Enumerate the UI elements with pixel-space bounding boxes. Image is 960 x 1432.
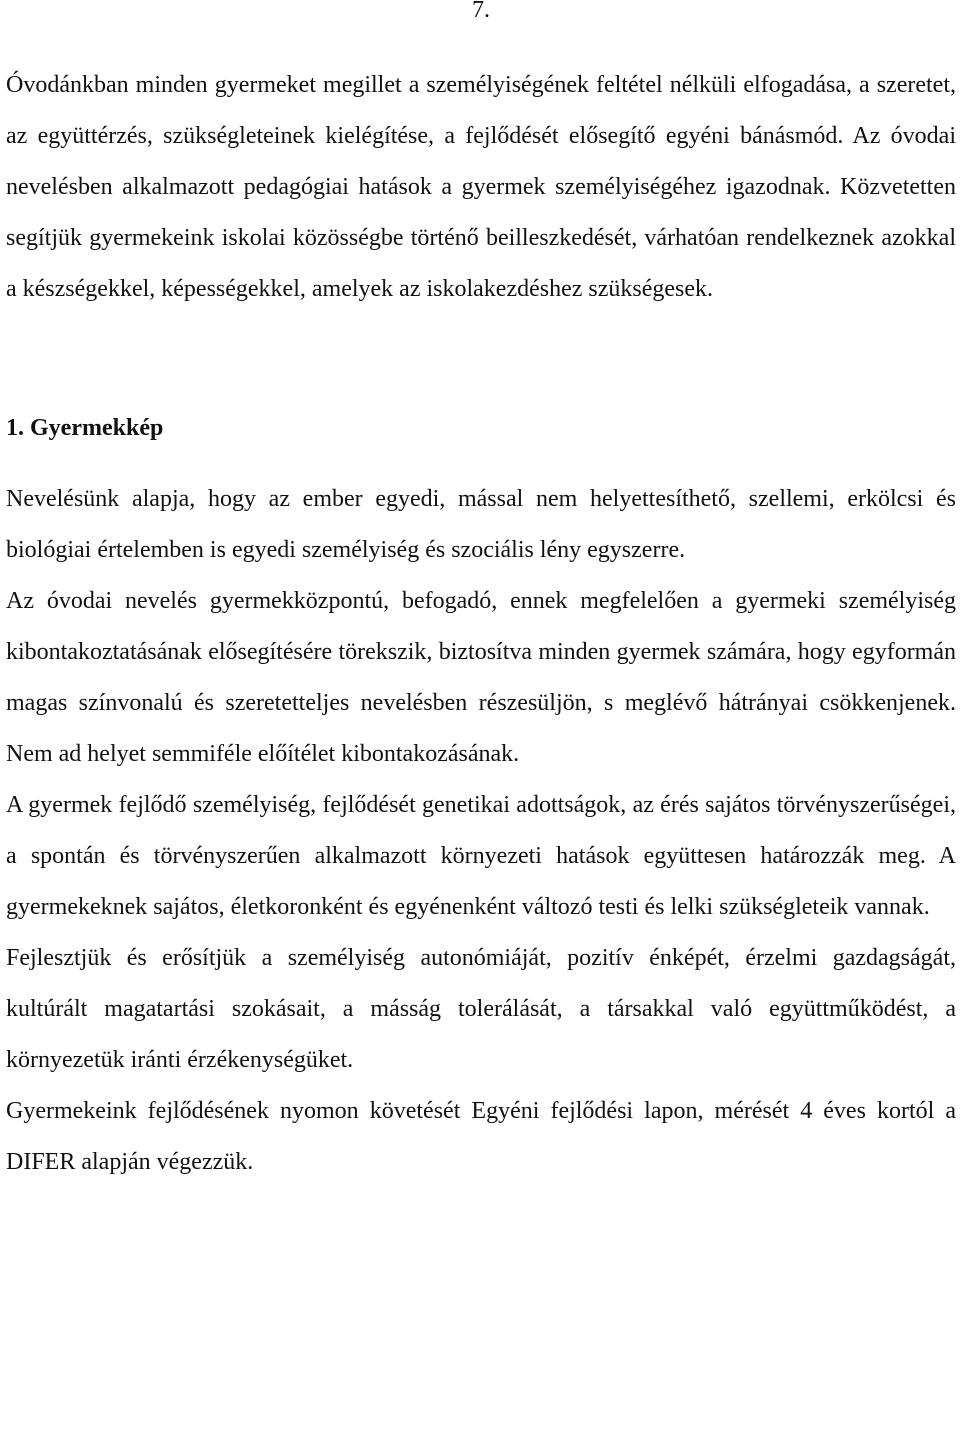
section-heading: 1. Gyermekkép (6, 415, 164, 441)
document-body (6, 60, 956, 1188)
spacer (6, 444, 956, 474)
spacer (6, 315, 956, 412)
paragraph-development: A gyermek fejlődő személyiség, fejlődését genetikai adottságok, az érés sajátos törvényszerűségei, a spontán és törvényszerűen alkalmazott környezeti hatások együttesen határozzák meg. A gyermekeknek sajátos, életkoronként és egyénenként változó testi és lelki szükségleteik vannak. (6, 792, 956, 920)
paragraph-strengthening: Fejlesztjük és erősítjük a személyiség autonómiáját, pozitív énképét, érzelmi gazdagságát, kultúrált magatartási szokásait, a másság tolerálását, a társakkal való együttműködést, a környezetük iránti érzékenységüket. (6, 945, 956, 1073)
paragraph-tracking: Gyermekeink fejlődésének nyomon követését Egyéni fejlődési lapon, mérését 4 éves kortól a DIFER alapján végezzük. (6, 1098, 956, 1175)
intro-paragraph: Óvodánkban minden gyermeket megillet a személyiségének feltétel nélküli elfogadása, a szeretet, az együttérzés, szükségleteinek kielégítése, a fejlődését elősegítő egyéni bánásmód. Az óvodai nevelésben alkalmazott pedagógiai hatások a gyermek személyiségéhez igazodnak. Közvetetten segítjük gyermekeink iskolai közösségbe történő beilleszkedését, várhatóan rendelkeznek azokkal a készségekkel, képességekkel, amelyek az iskolakezdéshez szükségesek. (6, 72, 956, 302)
paragraph-child-concept: Nevelésünk alapja, hogy az ember egyedi, mással nem helyettesíthető, szellemi, erkölcsi és biológiai értelemben is egyedi személyiség és szociális lény egyszerre. (6, 486, 956, 563)
page-number: 7. (472, 0, 490, 23)
paragraph-child-centered: Az óvodai nevelés gyermekközpontú, befogadó, ennek megfelelően a gyermeki személyiség kibontakoztatásának elősegítésére törekszik, biztosítva minden gyermek számára, hogy egyformán magas színvonalú és szeretetteljes nevelésben részesüljön, s meglévő hátrányai csökkenjenek. Nem ad helyet semmiféle előítélet kibontakozásának. (6, 588, 956, 767)
